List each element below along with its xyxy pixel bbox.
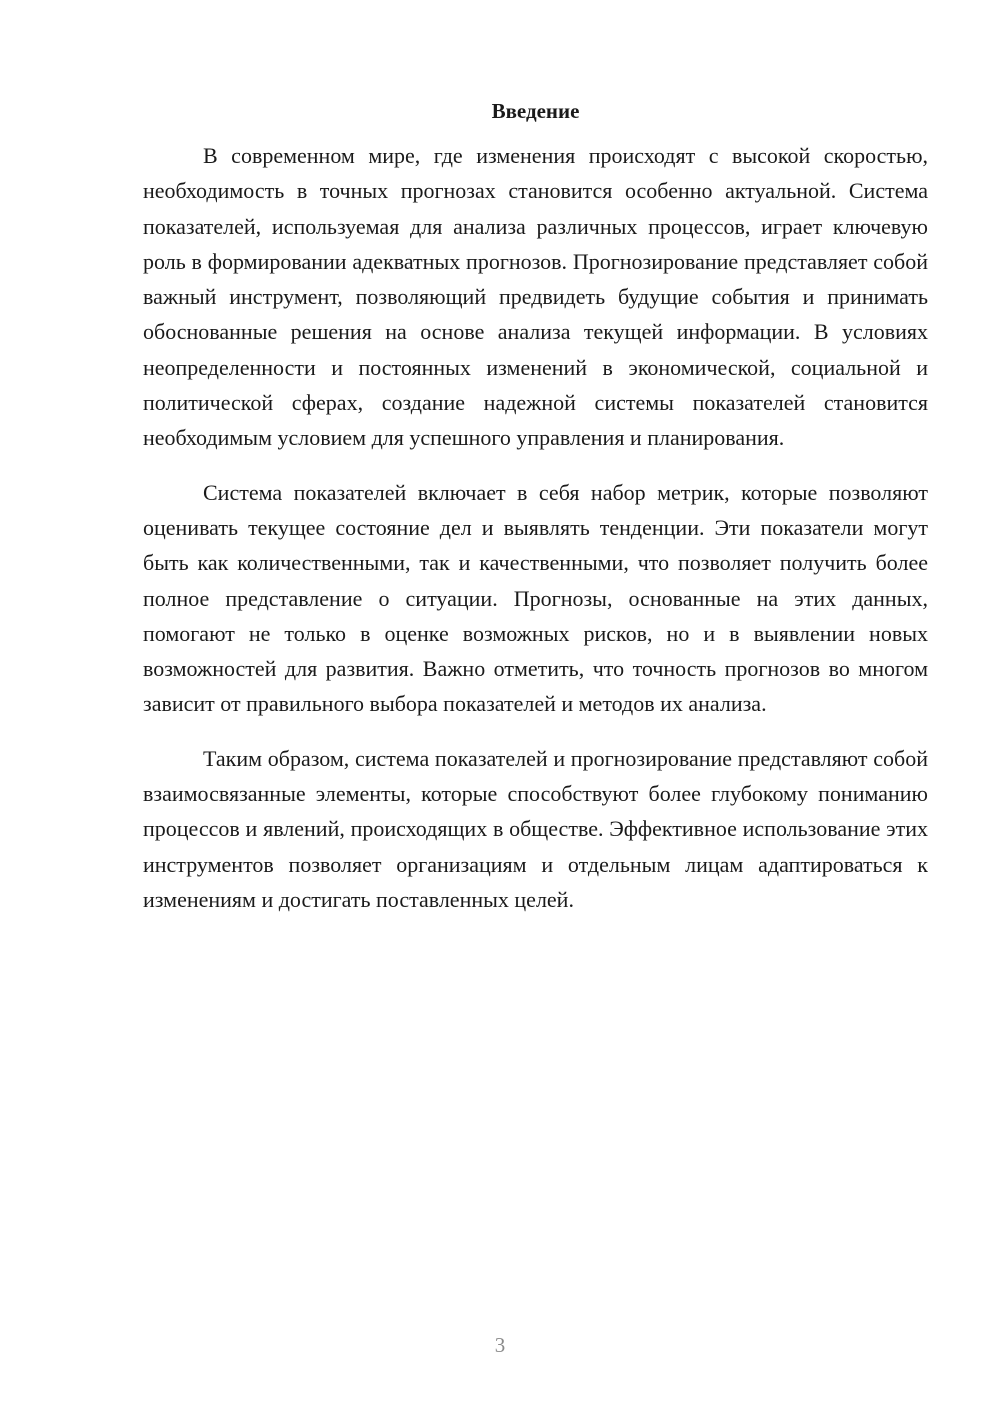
page-content (143, 96, 928, 936)
section-title: Введение (491, 99, 580, 123)
paragraph-3: Таким образом, система показателей и прогнозирование представляют собой взаимосвязанные элементы, которые способствуют более глубокому пониманию процессов и явлений, происходящих в обществе. Эффективное использование этих инструментов позволяет организациям и отдельным лицам адаптироваться к изменениям и достигать поставленных целей. (143, 745, 928, 912)
page-number: 3 (494, 1333, 506, 1357)
paragraph-2: Система показателей включает в себя набор метрик, которые позволяют оценивать текущее состояние дел и выявлять тенденции. Эти показатели могут быть как количественными, так и качественными, что позволяет получить более полное представление о ситуации. Прогнозы, основанные на этих данных, помогают не только в оценке возможных рисков, но и в выявлении новых возможностей для развития. Важно отметить, что точность прогнозов во многом зависит от правильного выбора показателей и методов их анализа. (143, 479, 928, 717)
paragraph-1: В современном мире, где изменения происходят с высокой скоростью, необходимость в точных прогнозах становится особенно актуальной. Система показателей, используемая для анализа различных процессов, играет ключевую роль в формировании адекватных прогнозов. Прогнозирование представляет собой важный инструмент, позволяющий предвидеть будущие события и принимать обоснованные решения на основе анализа текущей информации. В условиях неопределенности и постоянных изменений в экономической, социальной и политической сферах, создание надежной системы показателей становится необходимым условием для успешного управления и планирования. (143, 143, 928, 451)
